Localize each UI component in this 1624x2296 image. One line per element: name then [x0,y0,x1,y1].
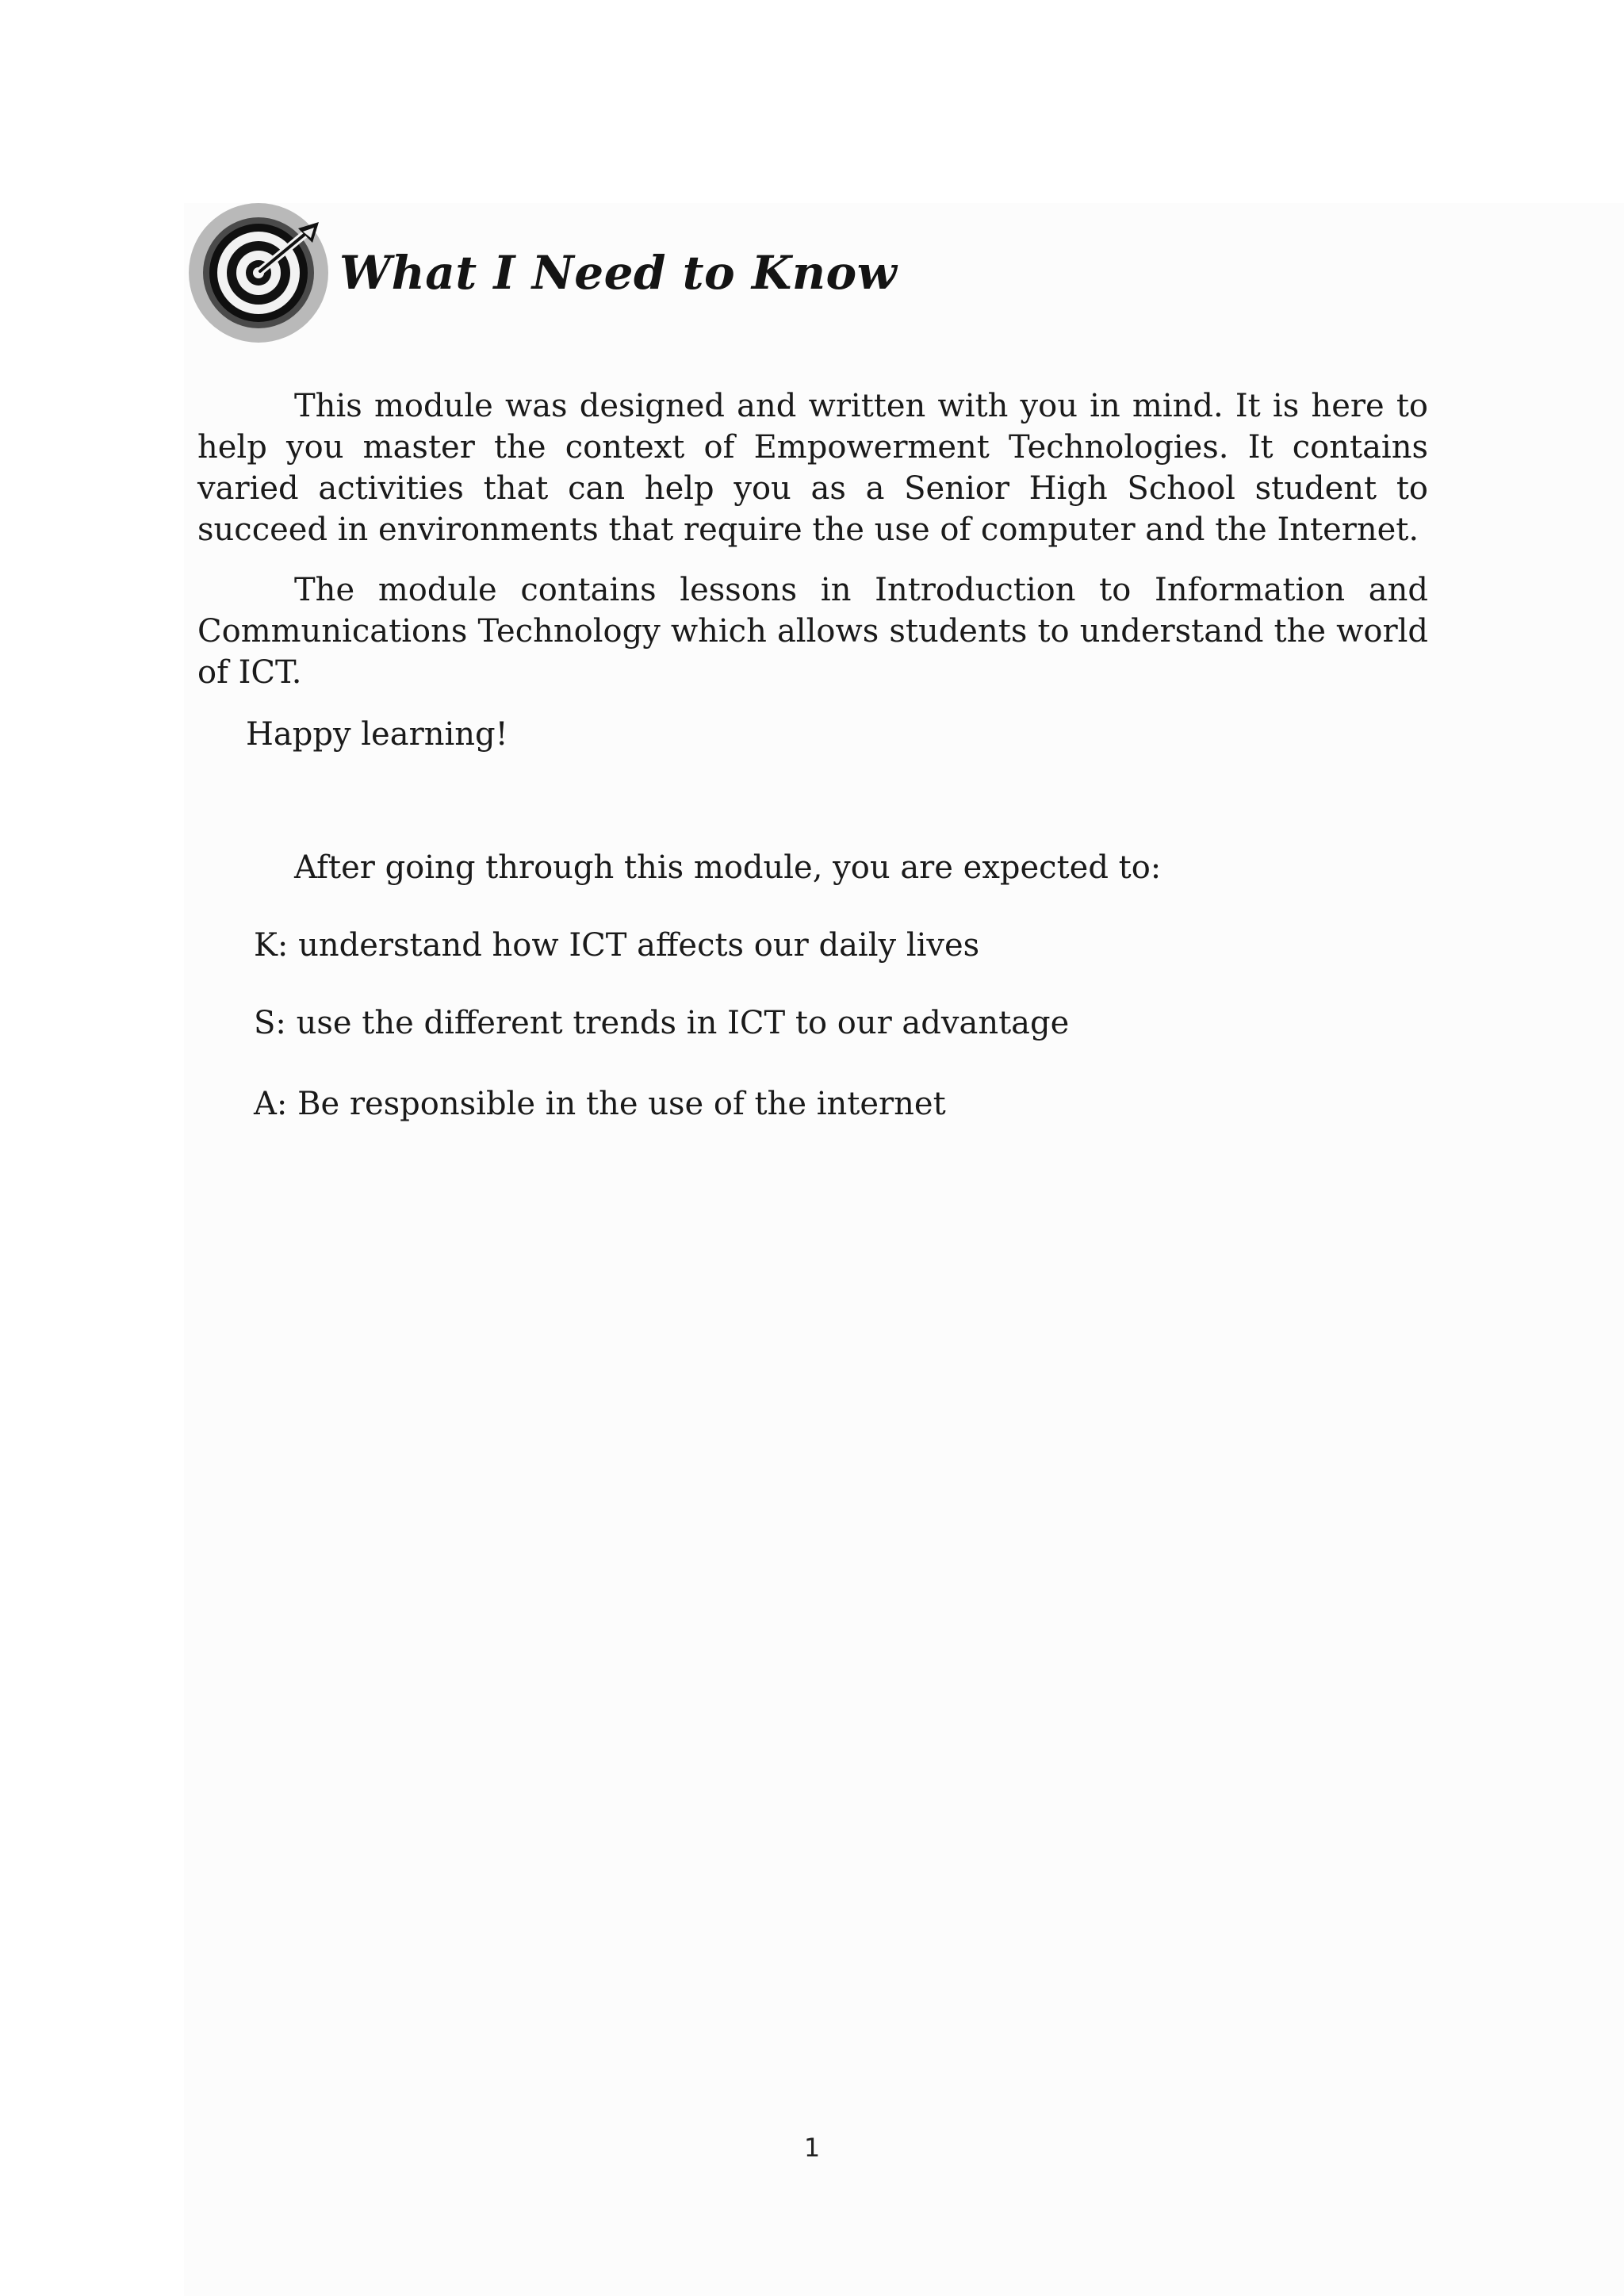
intro-paragraph: This module was designed and written with you in mind. It is here to help you master the context of Empowerment Technologies. It contains varied activities that can help you as a Senior High School student to succeed in environments that require the use of computer and the Internet. [197,388,1428,548]
objective-skill: S: use the different trends in ICT to our advantage [254,1005,1070,1041]
objectives-list [254,925,1069,1161]
lessons-paragraph: The module contains lessons in Introduction to Information and Communications Technology which allows students to understand the world of ICT. [197,572,1428,691]
target-icon [187,201,330,344]
section-header [187,201,897,344]
objective-attitude: A: Be responsible in the use of the internet [254,1086,946,1122]
objective-knowledge: K: understand how ICT affects our daily lives [254,927,980,964]
section-title: What I Need to Know [339,246,898,300]
objectives-intro: After going through this module, you are expected to: [294,849,1162,886]
module-description [197,385,1428,755]
closing-text: Happy learning! [246,716,508,753]
page-number: 1 [803,2133,821,2163]
